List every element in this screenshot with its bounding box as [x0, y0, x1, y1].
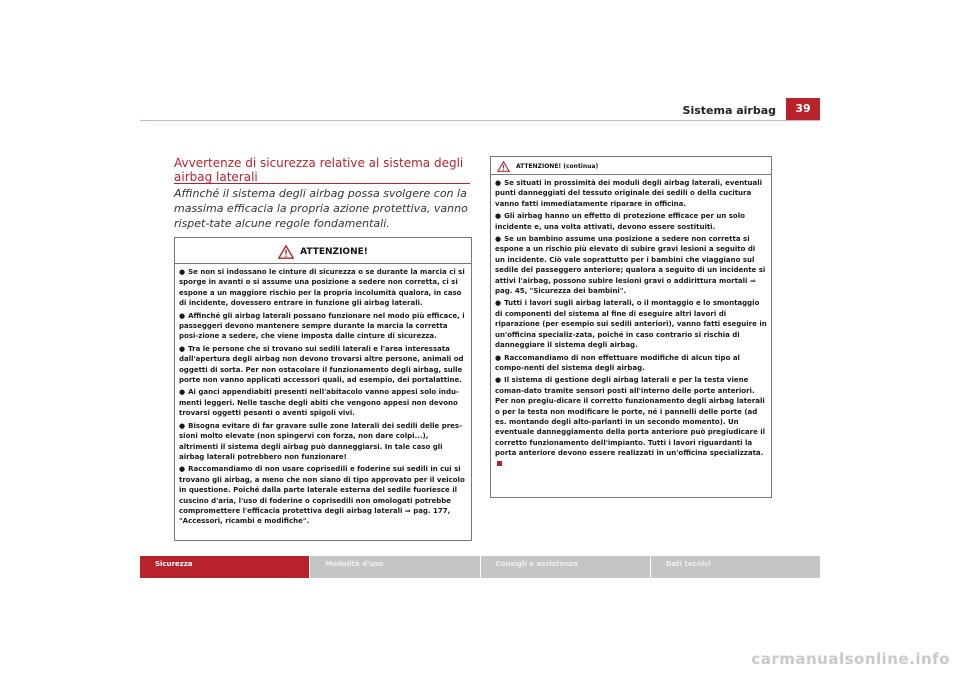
- bullet: ●: [495, 353, 502, 362]
- footer-tab-consigli-assistenza[interactable]: Consigli e assistenza: [481, 556, 650, 578]
- warning-header: [175, 238, 471, 259]
- page-number: 39: [786, 98, 820, 120]
- footer-nav: [140, 556, 820, 578]
- warning-box-right: [490, 156, 772, 498]
- warning-list: [175, 267, 471, 527]
- warning-rule: [491, 174, 771, 175]
- list-item: ● Raccomandiamo di non effettuare modifiche di alcun tipo al compo-nenti del sistema degli airbag.: [495, 353, 740, 372]
- section-intro: Affinché il sistema degli airbag possa svolgere con la massima efficacia la propria azione protettiva, vanno rispet-tate alcune regole fondamentali.: [174, 187, 468, 230]
- warning-triangle-icon: [497, 161, 510, 172]
- list-item: ● Tutti i lavori sugli airbag laterali, o il montaggio e lo smontaggio di componenti del sistema al fine di eseguire altri lavori di riparazione (per esempio sui sedili anteriori), vanno fatti eseguire in un'officina specializ-zata, poiché in caso contrario si rischia di danneggiare il sistema degli airbag.: [495, 299, 767, 350]
- bullet: ●: [495, 299, 502, 308]
- end-of-section-icon: [497, 461, 502, 466]
- bullet: ●: [179, 344, 186, 353]
- warning-header: [491, 157, 771, 172]
- footer-tab-dati-tecnici[interactable]: Dati tecnici: [651, 556, 820, 578]
- list-item: ● Gli airbag hanno un effetto di protezione efficace per un solo incidente e, una volta attivati, devono essere sostituiti.: [495, 212, 745, 231]
- list-item: ● Il sistema di gestione degli airbag laterali e per la testa viene coman-dato tramite sensori posti all'interno delle porte anteriori. Per non pregiu-dicare il corretto funzionamento degli airbag laterali o per la testa non modificare le porte, né i pannelli delle porte (ad es. montando degli alto-parlanti in un secondo momento). Un eventuale danneggiamento della porta anteriore può pregiudicare il corretto funzionamento dell'impianto. Tutti i lavori riguardanti la porta anteriore devono essere realizzati in un'officina specializzata.: [495, 375, 767, 469]
- bullet: ●: [179, 421, 186, 430]
- warning-triangle-icon: [278, 245, 294, 259]
- list-item: ● Affinché gli airbag laterali possano funzionare nel modo più efficace, i passeggeri devono mantenere sempre durante la marcia la corretta posi-zione a sedere, che viene imposta dalle cinture di sicurezza.: [179, 311, 465, 341]
- bullet: ●: [179, 268, 186, 276]
- footer-tab-sicurezza[interactable]: Sicurezza: [140, 556, 309, 578]
- footer-tab-modalita-uso[interactable]: Modalità d'uso: [310, 556, 479, 578]
- list-item: ● Tra le persone che si trovano sui sedili laterali e l'area interessata dall'apertura degli airbag non devono trovarsi altre persone, animali od oggetti di sorta. Per non ostacolare il funzionamento degli airbag, sulle porte non vanno applicati accessori quali, ad esempio, dei portalattine.: [179, 344, 464, 385]
- bullet: ●: [179, 388, 186, 397]
- warning-box-left: [174, 237, 472, 541]
- section-title-rule: [174, 183, 470, 184]
- bullet: ●: [179, 311, 186, 320]
- list-item: ● Ai ganci appendiabiti presenti nell'abitacolo vanno appesi solo indu-menti leggeri. Nelle tasche degli abiti che vengono appesi non devono trovarsi oggetti pesanti o aventi spigoli vivi.: [179, 388, 459, 418]
- warning-rule: [175, 263, 471, 264]
- bullet: ●: [495, 376, 502, 385]
- bullet: ●: [495, 212, 502, 221]
- bullet: ●: [495, 235, 502, 244]
- list-item: ● Bisogna evitare di far gravare sulle zone laterali dei sedili delle pres-sioni molto elevate (non spingervi con forza, non dare colpi...), altrimenti il sistema degli airbag può danneggiarsi. In tale caso gli airbag laterali potrebbero non funzionare!: [179, 421, 462, 461]
- header-title: Sistema airbag: [682, 104, 776, 117]
- list-item: ● Raccomandiamo di non usare coprisedili e foderine sui sedili in cui si trovano gli airbag, a meno che non siano di tipo approvato per il veicolo in questione. Poiché dalla parte laterale esterna del sedile fuoriesce il cuscino d'aria, l'uso di foderine o coprisedili non omologati potrebbe compromettere l'efficacia protettiva degli airbag laterali ⇒ pag. 177, "Accessori, ricambi e modifiche".: [179, 465, 465, 526]
- list-item: ● Se non si indossano le cinture di sicurezza o se durante la marcia ci si sporge in avanti o si assume una posizione a sedere non corretta, ci si espone a un maggiore rischio per la propria incolumità qualora, in caso di incidente, dovessero entrare in funzione gli airbag laterali.: [179, 268, 465, 308]
- warning-label: ATTENZIONE! (continua): [516, 162, 599, 170]
- bullet: ●: [179, 465, 186, 474]
- warning-label: ATTENZIONE!: [300, 247, 368, 257]
- bullet: ●: [495, 179, 502, 187]
- warning-list: [491, 178, 771, 469]
- list-item: ● Se situati in prossimità dei moduli degli airbag laterali, eventuali punti danneggiati del tessuto originale dei sedili o della cucitura vanno fatti immediatamente riparare in officina.: [495, 179, 763, 208]
- section-title: Avvertenze di sicurezza relative al sistema degli airbag laterali: [174, 156, 464, 184]
- header-rule: [140, 120, 820, 121]
- list-item: ● Se un bambino assume una posizione a sedere non corretta si espone a un rischio più elevato di subire gravi lesioni a seguito di un incidente. Ciò vale soprattutto per i bambini che viaggiano sul sedile del passeggero anteriore; qualora a seguito di un incidente si attivi l'airbag, possono subire lesioni gravi o addirittura mortali ⇒ pag. 45, "Sicurezza dei bambini".: [495, 235, 766, 296]
- watermark: carmanualsonline.info: [751, 650, 950, 668]
